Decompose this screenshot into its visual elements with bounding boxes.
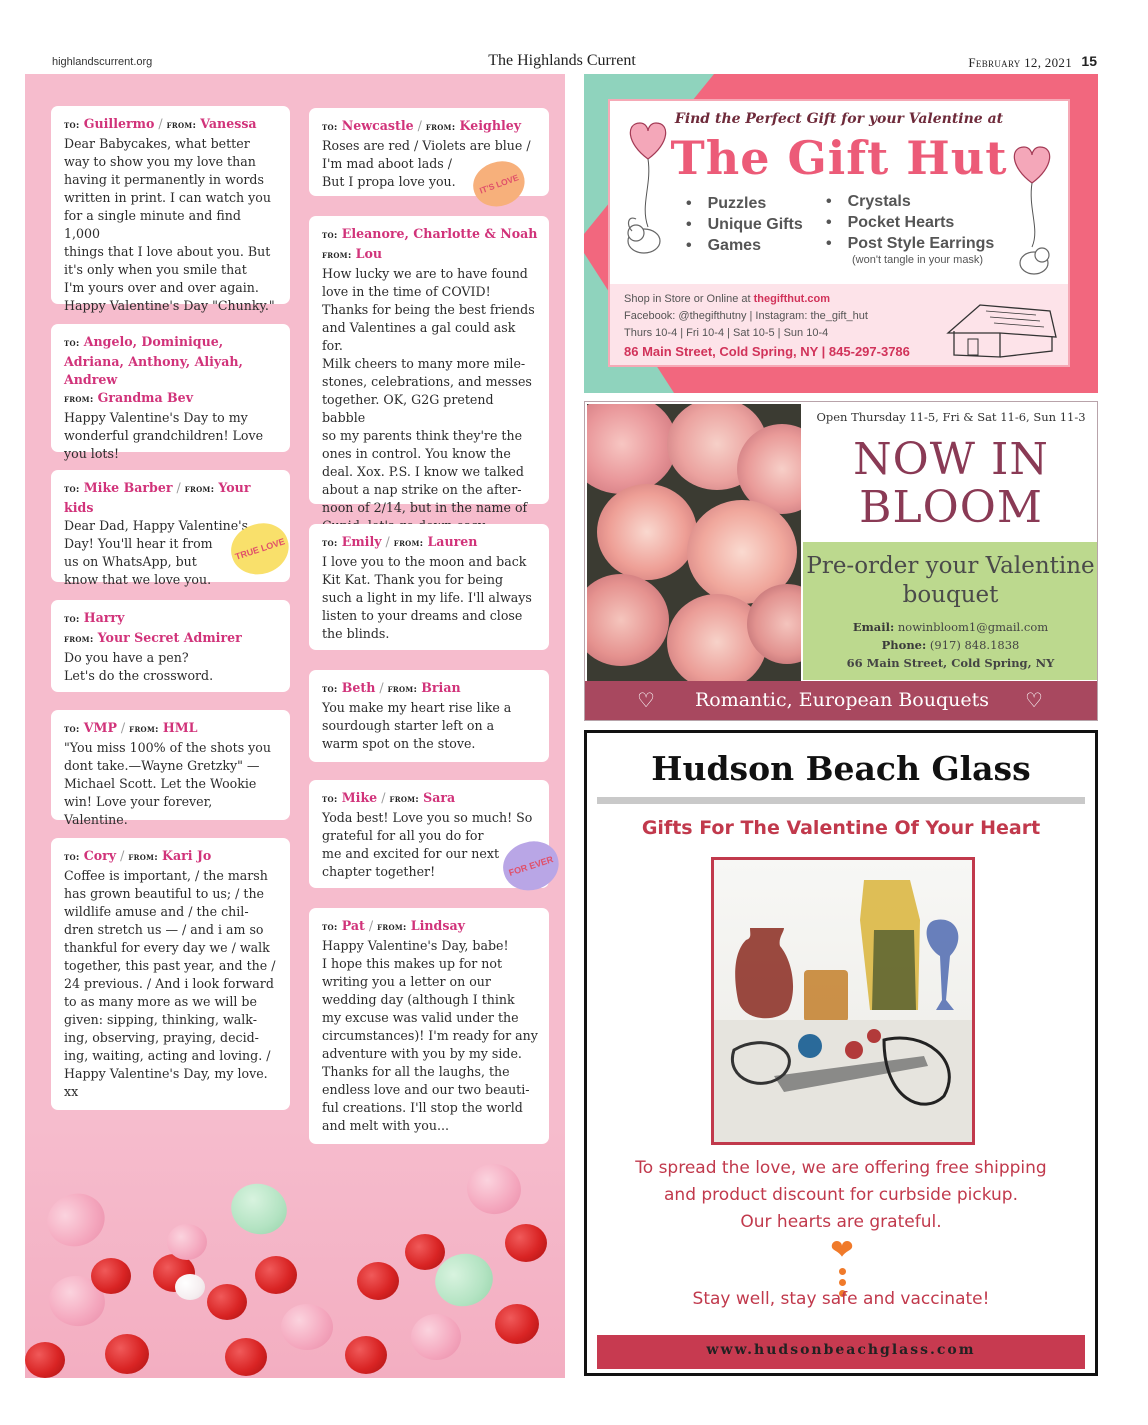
message-sender: Keighley (459, 118, 522, 133)
candy-heart-its-love: IT'S LOVE (467, 154, 531, 213)
hbg-subtitle: Gifts For The Valentine Of Your Heart (641, 817, 1041, 839)
gift-hut-website-link[interactable]: thegifthut.com (753, 293, 831, 305)
heart-balloon-elephant-icon (1002, 139, 1062, 289)
message-text: Happy Valentine's Day to my wonderful grandchildren! Love you lots! (64, 410, 264, 461)
message-card (51, 710, 290, 827)
heart-balloon-elephant-icon (618, 115, 678, 265)
message-sender: Kari Jo (162, 848, 212, 863)
list-item: • Crystals (826, 193, 994, 214)
list-item: • Unique Gifts (686, 216, 803, 237)
message-sender: Brian (421, 680, 461, 695)
candy-heart (207, 1284, 247, 1320)
message-text: You make my heart rise like a sourdough starter left on a warm spot on the stove. (322, 700, 512, 751)
message-header: to: Beth / from: Brian (322, 680, 461, 695)
message-recipient: Emily (341, 534, 382, 549)
message-header: to: VMP / from: HML (64, 720, 198, 735)
house-icon (940, 297, 1060, 361)
message-sender: Lauren (427, 534, 478, 549)
candy-heart (91, 1258, 131, 1294)
message-sender: Lou (355, 246, 383, 261)
message-header: from: Your Secret Admirer (64, 630, 242, 645)
message-text: Do you have a pen? Let's do the crossword. (64, 650, 214, 683)
newspaper-title: The Highlands Current (488, 52, 636, 69)
hbg-title: Hudson Beach Glass (651, 749, 1031, 788)
candy-heart (255, 1256, 297, 1294)
message-card (309, 524, 549, 650)
gift-hut-tagline: Find the Perfect Gift for your Valentine at (674, 111, 1004, 127)
candy-heart-for-ever: FOR EVER (497, 835, 565, 898)
candy-heart (405, 1234, 445, 1270)
message-recipient: Eleanore, Charlotte & Noah (341, 226, 538, 241)
message-header: to: Mike Barber / from: Your kids (64, 480, 251, 515)
message-sender: Your kids (64, 480, 251, 515)
message-recipient: Guillermo (83, 116, 155, 131)
message-sender: Sara (423, 790, 456, 805)
message-recipient: Mike Barber (83, 480, 173, 495)
message-recipient: Mike (341, 790, 378, 805)
site-url: highlandscurrent.org (52, 56, 153, 68)
list-item: • Games (686, 237, 803, 258)
hbg-website-link[interactable]: www.hudsonbeachglass.com (706, 1342, 976, 1358)
candy-heart (175, 1274, 205, 1300)
candy-heart-true-love: TRUE LOVE (225, 516, 296, 581)
message-card (309, 908, 549, 1144)
page-number: 15 (1081, 53, 1097, 69)
candy-heart (345, 1336, 387, 1374)
list-item: • Pocket Hearts (826, 214, 994, 235)
message-card (51, 838, 290, 1110)
message-header: from: Lou (322, 246, 383, 261)
message-recipient: VMP (83, 720, 117, 735)
gift-hut-shop-line: Shop in Store or Online at thegifthut.com (624, 293, 831, 305)
message-text: Dear Dad, Happy Valentine's Day! You'll hear it from us on WhatsApp, but know that we love you. (64, 518, 249, 587)
candy-heart (357, 1262, 399, 1300)
message-recipient: Pat (341, 918, 365, 933)
gift-hut-name: The Gift Hut (670, 131, 1008, 185)
ranunculus-photo (587, 404, 801, 681)
heart-icon: ♡ (1025, 688, 1043, 712)
message-text: I love you to the moon and back Kit Kat. Thank you for being such a light in my life. I'll always listen to your dreams and close the blinds. (322, 554, 532, 641)
bloom-preorder-text: Pre-order your Valentine bouquet (806, 553, 1095, 608)
issue-date: February 12, 2021 (968, 55, 1072, 70)
message-sender: Lindsay (410, 918, 465, 933)
hbg-website-bar (597, 1335, 1085, 1369)
candy-heart (225, 1178, 292, 1241)
glassware-photo (711, 857, 975, 1145)
message-text: How lucky we are to have found love in the time of COVID! Thanks for being the best friends and Valentines a gal could ask for. Milk cheers to many more mile- stones, celebrations, and messes together. OK, G2G pretend babble so my parents think they're the ones in control. You know the deal. Xox. P.S. I know we talked about a nap strike on the after- noon of 2/14, but in the name of (322, 266, 535, 515)
glassware-illustration (714, 860, 975, 1145)
message-recipient: Cory (83, 848, 117, 863)
gift-hut-hours: Thurs 10-4 | Fri 10-4 | Sat 10-5 | Sun 10-4 (624, 327, 829, 339)
candy-hearts-photo (25, 1124, 565, 1378)
candy-heart (225, 1338, 267, 1376)
message-header: to: Mike / from: Sara (322, 790, 456, 805)
list-item: • Post Style Earrings (826, 235, 994, 256)
message-card (51, 106, 290, 313)
message-header: to: Emily / from: Lauren (322, 534, 478, 549)
list-item: • Puzzles (686, 195, 803, 216)
hbg-body: To spread the love, we are offering free shipping and product discount for curbside pickup. Our hearts are grateful. (635, 1158, 1047, 1232)
bloom-email: Email: nowinbloom1@gmail.com (852, 620, 1049, 634)
message-recipient: Angelo, Dominique, Adriana, Anthony, Aliyah, Andrew (64, 334, 243, 387)
message-sender: Vanessa (200, 116, 257, 131)
gift-hut-items-right (826, 193, 994, 256)
bloom-banner (585, 681, 1098, 721)
bloom-phone: Phone: (917) 848.1838 (881, 638, 1020, 652)
message-card (51, 324, 290, 461)
message-recipient: Newcastle (341, 118, 414, 133)
candy-heart (40, 1186, 112, 1255)
message-header: to: Angelo, Dominique, Adriana, Anthony, Aliyah, Andrew (64, 334, 243, 387)
message-text: Dear Babycakes, what better way to show you my love than having it permanently in words written in print. I can watch you for a single minute and find 1,000 things that I love about you. But it's only when you smile that I'm yours over and over again. Happy Valentine's Day "Chunky." (64, 136, 275, 313)
message-text: Roses are red / Violets are blue / I'm mad aboot lads / But I propa love you. (322, 138, 531, 189)
message-text: Happy Valentine's Day, babe! I hope this makes up for not writing you a letter on our wedding day (although I think my excuse was valid under the circumstances)! I'm ready for any adventure with you by my side. Thanks for all the laughs, the endless love and our two beauti- ful creations. I'll stop the world and melt with you... (322, 938, 538, 1133)
message-sender: Grandma Bev (97, 390, 194, 405)
hbg-closing: Stay well, stay safe and vaccinate! (692, 1289, 990, 1309)
gift-hut-social: Facebook: @thegifthutny | Instagram: the_gift_hut (624, 310, 868, 322)
candy-heart (505, 1224, 547, 1262)
message-header: to: Cory / from: Kari Jo (64, 848, 212, 863)
message-header: to: Harry (64, 610, 125, 625)
message-card (51, 600, 290, 692)
candy-heart (25, 1342, 65, 1378)
candy-heart (167, 1224, 207, 1260)
bloom-preorder-box (803, 542, 1098, 680)
heart-icon: ❤ (830, 1233, 854, 1266)
message-text: Yoda best! Love you so much! So grateful for all you do for me and excited for our next chapter together! (322, 810, 533, 879)
hudson-beach-glass-ad (584, 730, 1098, 1376)
message-recipient: Harry (83, 610, 125, 625)
gift-hut-ad (584, 74, 1098, 393)
bloom-hours: Open Thursday 11-5, Fri & Sat 11-6, Sun 11-3 (816, 410, 1086, 424)
message-recipient: Beth (341, 680, 376, 695)
candy-heart (105, 1334, 149, 1374)
message-card (309, 216, 549, 515)
candy-heart (411, 1314, 461, 1360)
message-card (309, 670, 549, 762)
message-header: to: Eleanore, Charlotte & Noah (322, 226, 538, 241)
gift-hut-items-left (686, 195, 803, 258)
gift-hut-address: 86 Main Street, Cold Spring, NY | 845-297-3786 (624, 344, 910, 359)
message-header: to: Pat / from: Lindsay (322, 918, 465, 933)
divider (597, 797, 1085, 804)
candy-heart (463, 1160, 525, 1219)
message-header: to: Newcastle / from: Keighley (322, 118, 522, 133)
message-header: from: Grandma Bev (64, 390, 194, 405)
message-sender: HML (162, 720, 198, 735)
now-in-bloom-ad (584, 401, 1098, 721)
message-text: "You miss 100% of the shots you dont take.—Wayne Gretzky" — Michael Scott. Let the Wookie win! Love your forever, Valentine. (64, 740, 271, 827)
bloom-email-link[interactable]: nowinbloom1@gmail.com (897, 620, 1049, 634)
message-text: Coffee is important, / the marsh has grown beautiful to us; / the wildlife amuse and / the chil- dren stretch us — / and i am so thankful for every day we / walk together, this past year, and the / 24 previous. / And i look forward to as many more as we will be given: sipping, thinking, walk- ing, observing, praying, decid- ing, waiting, acting and loving. / Happy Valentine's Day, my love. xx (64, 868, 276, 1099)
message-header: to: Guillermo / from: Vanessa (64, 116, 257, 131)
bloom-banner-text: Romantic, European Bouquets (694, 689, 990, 711)
message-sender: Your Secret Admirer (97, 630, 242, 645)
bloom-address: 66 Main Street, Cold Spring, NY (846, 656, 1055, 670)
heart-icon: ♡ (637, 688, 655, 712)
bloom-title: NOW IN BLOOM (853, 434, 1049, 533)
candy-heart (281, 1304, 333, 1350)
valentine-messages-panel (25, 74, 565, 1378)
candy-heart (495, 1304, 539, 1344)
earrings-note: (won't tangle in your mask) (852, 254, 984, 266)
